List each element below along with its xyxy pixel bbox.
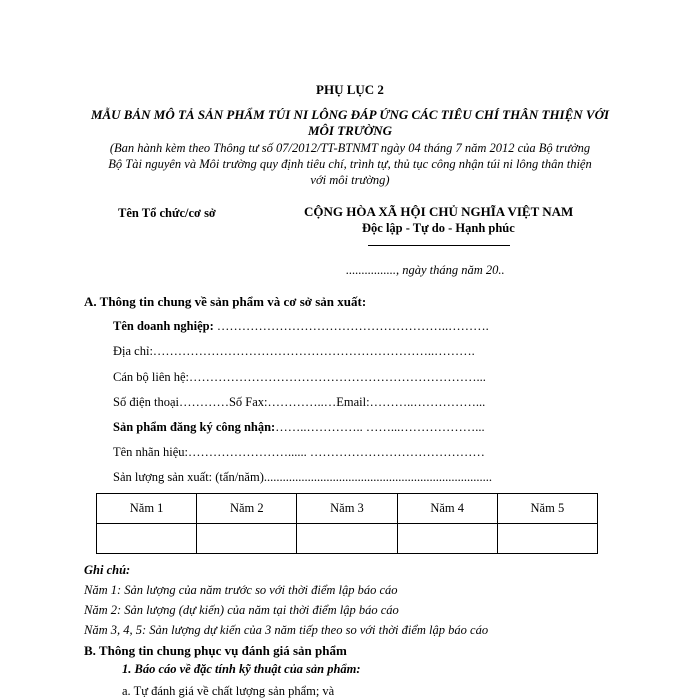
company-name-field[interactable]: [113, 319, 489, 334]
brand-name-field[interactable]: [113, 445, 485, 460]
year-5-header: Năm 5: [497, 494, 597, 524]
issuance-line-2: Bộ Tài nguyên và Môi trường quy định tiêu chí, trình tự, thủ tục công nhận túi ni lông thân thiện: [108, 157, 592, 171]
year-3-value[interactable]: [297, 524, 397, 554]
production-output-field[interactable]: [113, 470, 492, 485]
year-1-header: Năm 1: [97, 494, 197, 524]
document-subtitle: [0, 107, 700, 139]
field-dots: .........................................................................: [263, 470, 492, 484]
notes-heading: Ghi chú:: [84, 563, 131, 577]
field-label: Cán bộ liên hệ:: [113, 370, 190, 384]
year-5-value[interactable]: [497, 524, 597, 554]
field-label: Sản phẩm đăng ký công nhận:: [113, 420, 276, 434]
field-dots: …………………………………………………………..……….: [152, 344, 475, 358]
subtitle-line-2: MÔI TRƯỜNG: [307, 123, 393, 138]
subtitle-line-1: MẪU BẢN MÔ TẢ SẢN PHẨM TÚI NI LÔNG ĐÁP ỨNG CÁC TIÊU CHÍ THÂN THIỆN VỚI: [90, 107, 610, 122]
field-dots: ……………………...... ……………………………………: [187, 445, 485, 459]
field-label: Sản lượng sản xuất: (tấn/năm): [113, 470, 264, 484]
year-2-header: Năm 2: [197, 494, 297, 524]
year-1-value[interactable]: [97, 524, 197, 554]
address-field[interactable]: [113, 344, 475, 359]
self-assessment-item: a. Tự đánh giá về chất lượng sản phẩm; và: [122, 684, 335, 698]
issuance-line-3: với môi trường): [310, 173, 390, 187]
technical-report-heading: 1. Báo cáo về đặc tính kỹ thuật của sản phẩm:: [122, 662, 361, 676]
note-year-2: Năm 2: Sản lượng (dự kiến) của năm tại thời điểm lập báo cáo: [84, 603, 399, 617]
field-label: Tên nhãn hiệu:: [113, 445, 188, 459]
motto-underline: [368, 245, 510, 246]
organization-label: Tên Tổ chức/cơ sở: [118, 206, 216, 220]
field-label: Số điện thoại: [113, 395, 179, 409]
section-a-heading: A. Thông tin chung về sản phẩm và cơ sở sản xuất:: [84, 294, 367, 309]
year-3-header: Năm 3: [297, 494, 397, 524]
year-4-value[interactable]: [397, 524, 497, 554]
note-year-1: Năm 1: Sản lượng của năm trước so với thời điểm lập báo cáo: [84, 583, 398, 597]
field-dots: …………Số Fax:…………..…Email:………..……………...: [178, 395, 486, 409]
issuance-line-1: (Ban hành kèm theo Thông tư số 07/2012/TT-BTNMT ngày 04 tháng 7 năm 2012 của Bộ trưởng: [109, 141, 591, 155]
field-dots: ………………………………………………..……….: [216, 319, 489, 333]
registered-product-field[interactable]: [113, 420, 485, 435]
date-line: ................, ngày tháng năm 20..: [346, 263, 505, 277]
note-year-3-5: Năm 3, 4, 5: Sản lượng dự kiến của 3 năm tiếp theo so với thời điểm lập báo cáo: [84, 623, 489, 637]
field-dots: ……………………………………………………………...: [189, 370, 486, 384]
field-label: Tên doanh nghiệp:: [113, 319, 217, 333]
table-header-row: [97, 494, 598, 524]
appendix-title: PHỤ LỤC 2: [316, 82, 384, 97]
national-motto: Độc lập - Tự do - Hạnh phúc: [362, 221, 515, 235]
table-value-row: [97, 524, 598, 554]
year-4-header: Năm 4: [397, 494, 497, 524]
section-b-heading: B. Thông tin chung phục vụ đánh giá sản phẩm: [84, 643, 347, 658]
national-title: CỘNG HÒA XÃ HỘI CHỦ NGHĨA VIỆT NAM: [304, 204, 574, 219]
issuance-note: [0, 140, 700, 188]
field-label: Địa chỉ:: [113, 344, 153, 358]
year-2-value[interactable]: [197, 524, 297, 554]
field-dots: ……..………….. ……...………………...: [275, 420, 485, 434]
contact-person-field[interactable]: [113, 370, 486, 385]
yearly-output-table: [96, 493, 598, 554]
phone-fax-email-field[interactable]: [113, 395, 485, 410]
